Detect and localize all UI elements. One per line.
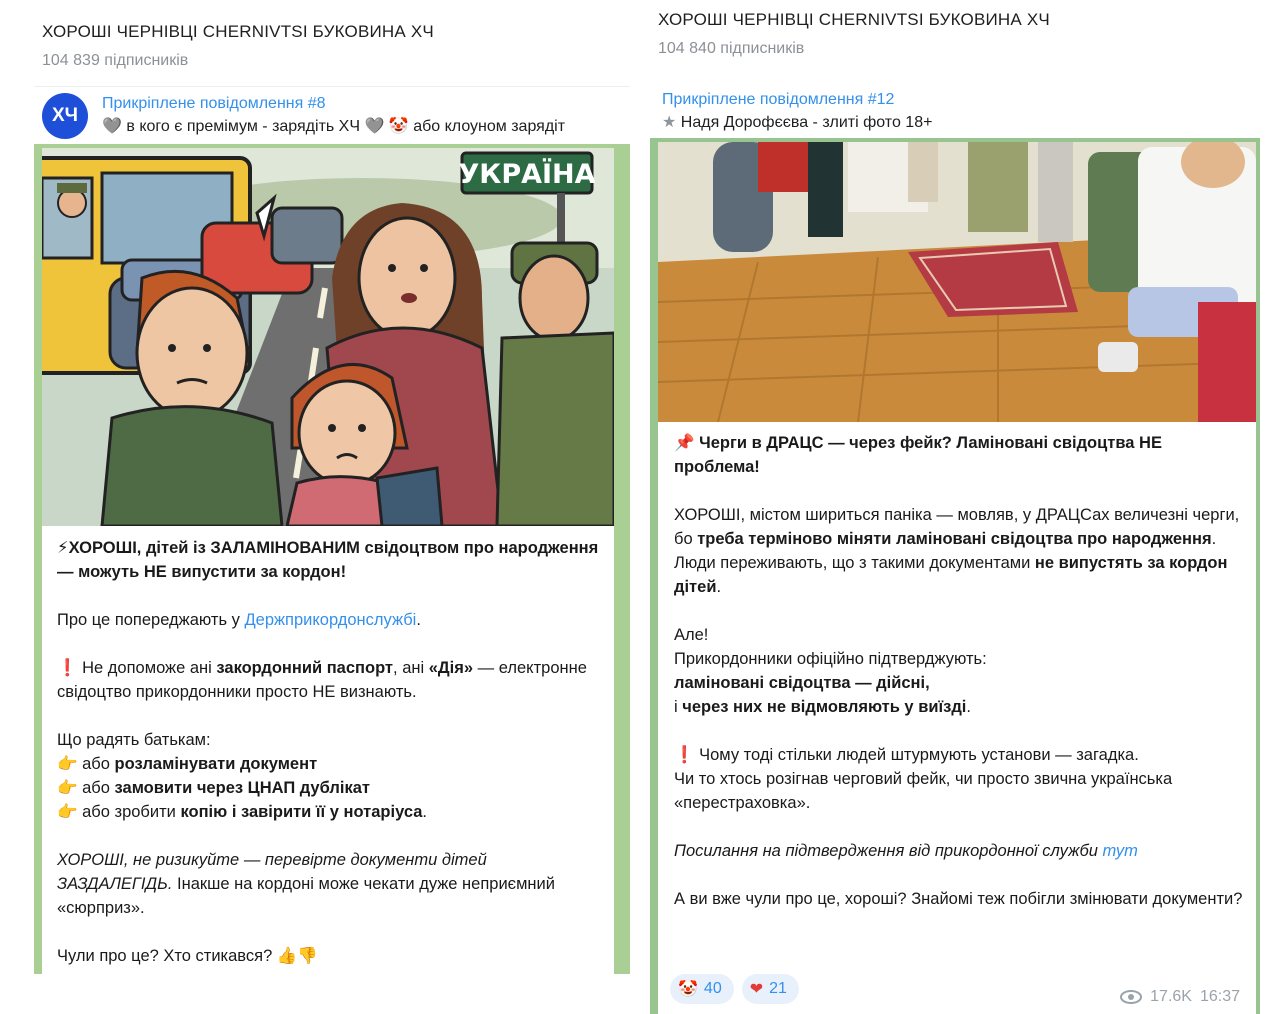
post-photo[interactable] bbox=[658, 142, 1256, 422]
post-source: Про це попереджають у Держприкордонслужбі. bbox=[57, 611, 421, 629]
reactions-bar bbox=[670, 974, 799, 1004]
post-panic: ХОРОШІ, містом шириться паніка — мовляв, у ДРАЦСах величезні черги, бо треба терміново міняти ламіновані свідоцтва про народження. Люди переживають, що з такими документами не випустять за кордон дітей. bbox=[674, 506, 1240, 596]
channel-avatar: ХЧ bbox=[42, 93, 88, 139]
exclamation-icon: ❗ bbox=[57, 659, 78, 677]
pinned-label: Прикріплене повідомлення #12 bbox=[662, 90, 895, 108]
registry-office-photo bbox=[658, 142, 1256, 422]
heart-icon: 🩶 bbox=[364, 118, 385, 135]
left-screenshot bbox=[34, 14, 630, 974]
pointing-hand-icon: 👉 bbox=[57, 779, 78, 797]
view-count: 17.6K bbox=[1150, 988, 1192, 1005]
channel-title: ХОРОШІ ЧЕРНІВЦІ CHERNIVTSI БУКОВИНА ХЧ bbox=[658, 10, 1050, 29]
border-service-link[interactable]: Держприкордонслужбі bbox=[244, 611, 417, 629]
post-link-line: Посилання на підтвердження від прикордонної служби тут bbox=[674, 842, 1138, 860]
channel-title: ХОРОШІ ЧЕРНІВЦІ CHERNIVTSI БУКОВИНА ХЧ bbox=[42, 22, 434, 41]
post-warning: ❗ Не допоможе ані закордонний паспорт, ані «Дія» — електронне свідоцтво прикордонники просто НЕ визнають. bbox=[57, 659, 587, 701]
star-icon: ★ bbox=[662, 113, 677, 131]
post-caution: ХОРОШІ, не ризикуйте — перевірте документи дітей ЗАЗДАЛЕГІДЬ. Інакше на кордоні може чекати дуже неприємний «сюрприз». bbox=[57, 851, 555, 917]
message-bubble[interactable] bbox=[658, 142, 1256, 1014]
subscriber-count: 104 840 підписників bbox=[658, 40, 805, 57]
post-question: А ви вже чули про це, хороші? Знайомі теж побігли змінювати документи? bbox=[674, 890, 1243, 908]
heart-icon: ❤ bbox=[749, 981, 764, 998]
message-bubble[interactable] bbox=[42, 148, 614, 974]
exclamation-icon: ❗ bbox=[674, 746, 695, 764]
post-text bbox=[674, 431, 1249, 935]
post-headline: 📌 Черги в ДРАЦС — через фейк? Ламіновані свідоцтва НЕ проблема! bbox=[674, 434, 1162, 476]
eye-icon bbox=[1120, 990, 1142, 1004]
pinned-text: 🩶 в кого є премімум - зарядіть ХЧ 🩶 🤡 або клоуном зарядіт bbox=[102, 118, 566, 135]
message-meta bbox=[1120, 988, 1240, 1006]
reaction-count: 40 bbox=[703, 980, 722, 997]
post-question: Чули про це? Хто стикався? 👍👎 bbox=[57, 947, 318, 965]
post-text bbox=[57, 536, 602, 974]
pointing-hand-icon: 👉 bbox=[57, 803, 78, 821]
lightning-icon: ⚡ bbox=[57, 539, 69, 557]
reaction-heart[interactable] bbox=[742, 974, 799, 1004]
clown-icon: 🤡 bbox=[388, 118, 409, 135]
heart-icon: 🩶 bbox=[102, 118, 122, 135]
pushpin-icon: 📌 bbox=[674, 434, 695, 452]
post-illustration[interactable] bbox=[42, 148, 614, 526]
pointing-hand-icon: 👉 bbox=[57, 755, 78, 773]
post-advice: Що радять батькам: 👉 або розламінувати документ 👉 або замовити через ЦНАП дублікат 👉 або зробити копію і завірити її у нотаріуса. bbox=[57, 731, 427, 821]
message-time: 16:37 bbox=[1199, 988, 1240, 1005]
sign-text: УКРАЇНА bbox=[458, 159, 596, 190]
post-headline: ⚡ХОРОШІ, дітей із ЗАЛАМІНОВАНИМ свідоцтвом про народження — можуть НЕ випустити за кордон! bbox=[57, 539, 599, 581]
pinned-text: ★ Надя Дорофєєва - злиті фото 18+ bbox=[662, 113, 933, 131]
subscriber-count: 104 839 підписників bbox=[42, 52, 189, 69]
reaction-clown[interactable] bbox=[670, 974, 734, 1004]
clown-icon: 🤡 bbox=[678, 981, 698, 998]
pinned-message-bar[interactable] bbox=[650, 84, 1260, 138]
channel-header[interactable] bbox=[650, 2, 1260, 84]
thumbs-icons: 👍👎 bbox=[276, 947, 318, 965]
right-screenshot bbox=[650, 2, 1260, 1014]
confirmation-link[interactable]: тут bbox=[1102, 842, 1138, 860]
family-border-illustration bbox=[42, 148, 614, 526]
reaction-count: 21 bbox=[769, 980, 787, 997]
channel-header[interactable] bbox=[34, 14, 630, 86]
post-mystery: ❗ Чому тоді стільки людей штурмують установи — загадка. Чи то хтось розігнав черговий фейк, чи просто звична українська «перестраховка». bbox=[674, 746, 1173, 812]
pinned-label: Прикріплене повідомлення #8 bbox=[102, 95, 326, 112]
pinned-message-bar[interactable] bbox=[34, 86, 630, 144]
post-but: Але! Прикордонники офіційно підтверджують: ламіновані свідоцтва — дійсні, і через них не відмовляють у виїзді. bbox=[674, 626, 987, 716]
